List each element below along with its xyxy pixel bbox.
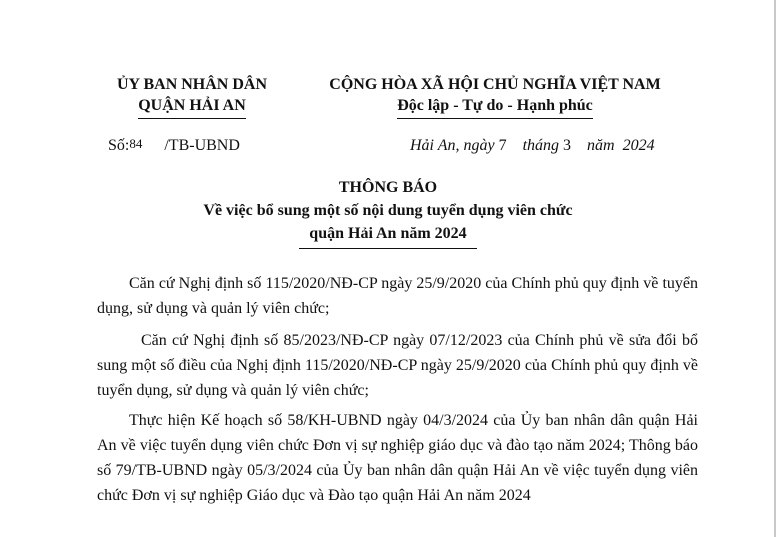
body-paragraph: Thực hiện Kế hoạch số 58/KH-UBND ngày 04/3/2024 của Ủy ban nhân dân quận Hải An về việc tuyển dụng viên chức Đơn vị sự nghiệp giáo dục và đào tạo năm 2024; Thông báo số 79/TB-UBND ngày 05/3/2024 của Ủy ban nhân dân quận Hải An về việc tuyển dụng viên chức Đơn vị sự nghiệp Giáo dục và Đào tạo quận Hải An năm 2024 <box>97 412 698 504</box>
doc-number-suffix: /TB-UBND <box>164 137 240 154</box>
date-year-label: năm <box>587 137 615 154</box>
date-year: 2024 <box>622 137 655 154</box>
doc-number-value: 84 <box>129 136 143 151</box>
issuing-agency <box>92 74 292 119</box>
document-subject-line-2 <box>0 223 776 249</box>
body-paragraph: Căn cứ Nghị định số 115/2020/NĐ-CP ngày 25/9/2020 của Chính phủ quy định về tuyển dụng, sử dụng và quản lý viên chức; <box>97 275 698 317</box>
body-paragraph: Căn cứ Nghị định số 85/2023/NĐ-CP ngày 07/12/2023 của Chính phủ về sửa đổi bổ sung một số điều của Nghị định 115/2020/NĐ-CP ngày 25/9/2020 của Chính phủ quy định về tuyển dụng, sử dụng và quản lý viên chức; <box>97 332 698 399</box>
document-title: THÔNG BÁO <box>338 179 438 196</box>
nation-motto: Độc lập - Tự do - Hạnh phúc <box>397 95 593 119</box>
nation-name: CỘNG HÒA XÃ HỘI CHỦ NGHĨA VIỆT NAM <box>329 76 661 93</box>
date-day: 7 <box>498 137 507 154</box>
document-number <box>108 136 240 156</box>
date-place: Hải An, ngày <box>410 137 495 154</box>
document-subject-line-1: Về việc bổ sung một số nội dung tuyển dụng viên chức <box>203 202 573 219</box>
document-subject-line-2-text: quận Hải An năm 2024 <box>299 223 476 249</box>
date-month: 3 <box>563 137 572 154</box>
national-motto <box>290 74 700 119</box>
agency-line-1: ỦY BAN NHÂN DÂN <box>116 76 268 93</box>
date-month-label: tháng <box>522 137 560 154</box>
doc-number-prefix: Số: <box>108 137 130 154</box>
date-line <box>410 136 655 156</box>
agency-line-2: QUẬN HẢI AN <box>138 95 246 119</box>
